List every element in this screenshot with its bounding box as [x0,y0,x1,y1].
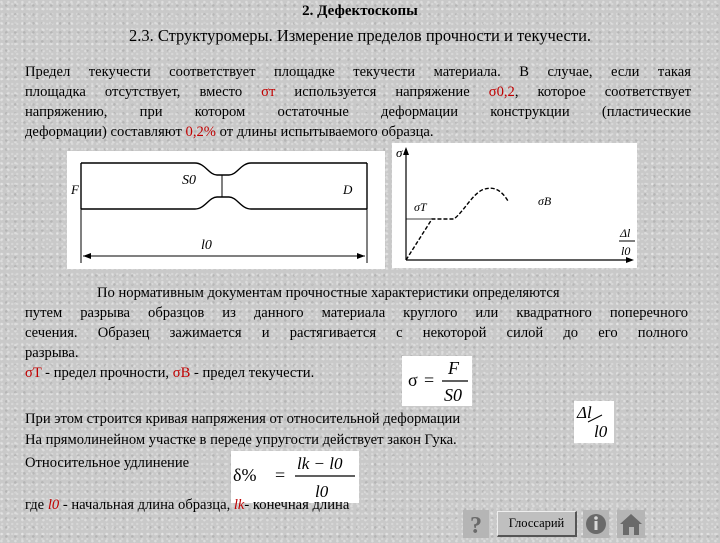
elongation-lhs: δ% [233,465,257,485]
stress-formula [402,356,472,406]
yield-label: σT [414,200,427,214]
l0-symbol: l0 [47,497,60,513]
page-title: 2.3. Структуромеры. Измерение пределов прочности и текучести. [128,26,592,45]
home-icon [617,510,645,538]
strain-numerator: Δl [577,403,592,422]
force-left-label: F [71,182,79,197]
strain-denominator: l0 [594,422,608,441]
curve-sentence: При этом строится кривая напряжения от относительной деформации [25,411,461,427]
stress-strain-graph [392,143,637,268]
section-title: 2. Дефектоскопы [302,3,418,19]
method-line-1: По нормативным документам прочностные характеристики определяются [97,285,560,301]
hooke-sentence: На прямолинейном участке в переде упругости действует закон Гука. [25,432,457,448]
gauge-length-label: l0 [201,238,212,253]
force-right-label: D [343,182,353,197]
method-line-5: σT - предел прочности, σB - предел текучести. [25,365,315,381]
percent-value: 0,2% [185,124,216,140]
intro-paragraph [25,62,691,142]
intro-line-2: площадка отсутствует, вместо σт используется напряжение σ0,2, которое соответствует [25,84,691,100]
elongation-sentence: Относительное удлинение [25,455,190,471]
info-button[interactable] [583,510,609,538]
sigma-b-symbol: σB [172,365,191,381]
home-button[interactable] [617,510,645,538]
strain-formula [574,401,614,443]
info-icon [583,510,609,538]
specimen-diagram [67,151,385,269]
footnote: где l0 - начальная длина образца, lk- конечная длина [25,497,350,513]
sigma-02-symbol: σ0,2 [488,84,515,100]
intro-line-3: напряжению, при котором остаточные деформации конструкции (пластические [25,104,691,120]
elongation-formula [231,451,359,503]
strength-label: σB [538,194,552,208]
elongation-equals: = [275,465,286,485]
formula-force: F [448,358,459,378]
help-button[interactable] [463,510,489,538]
lk-symbol: lk [233,497,245,513]
sigma-t-symbol: σт [261,84,276,100]
neck-area-label: S0 [182,173,196,188]
sigma-t-symbol-2: σT [25,365,42,381]
method-paragraph [25,283,688,383]
svg-text:?: ? [470,513,482,538]
formula-area: S0 [444,385,462,405]
elongation-denominator: l0 [315,482,329,501]
method-line-2: путем разрыва образцов из данного материала круглого или квадратного поперечного [25,305,688,321]
intro-line-1: Предел текучести соответствует площадке текучести материала. В случае, если такая [25,64,691,80]
question-icon [463,510,489,538]
y-axis-label: σ [396,145,403,160]
formula-sigma: σ [408,370,418,390]
glossary-button[interactable]: Глоссарий [497,511,577,537]
x-axis-numerator: Δl [620,226,631,240]
formula-equals: = [424,370,435,390]
method-line-4: разрыва. [25,345,79,361]
method-line-3: сечения. Образец зажимается и растягивается с некоторой силой до его полного [25,325,688,341]
elongation-numerator: lk − l0 [297,454,343,473]
x-axis-denominator: l0 [621,244,631,258]
intro-line-4: деформации) составляют 0,2% от длины испытываемого образца. [25,124,434,140]
